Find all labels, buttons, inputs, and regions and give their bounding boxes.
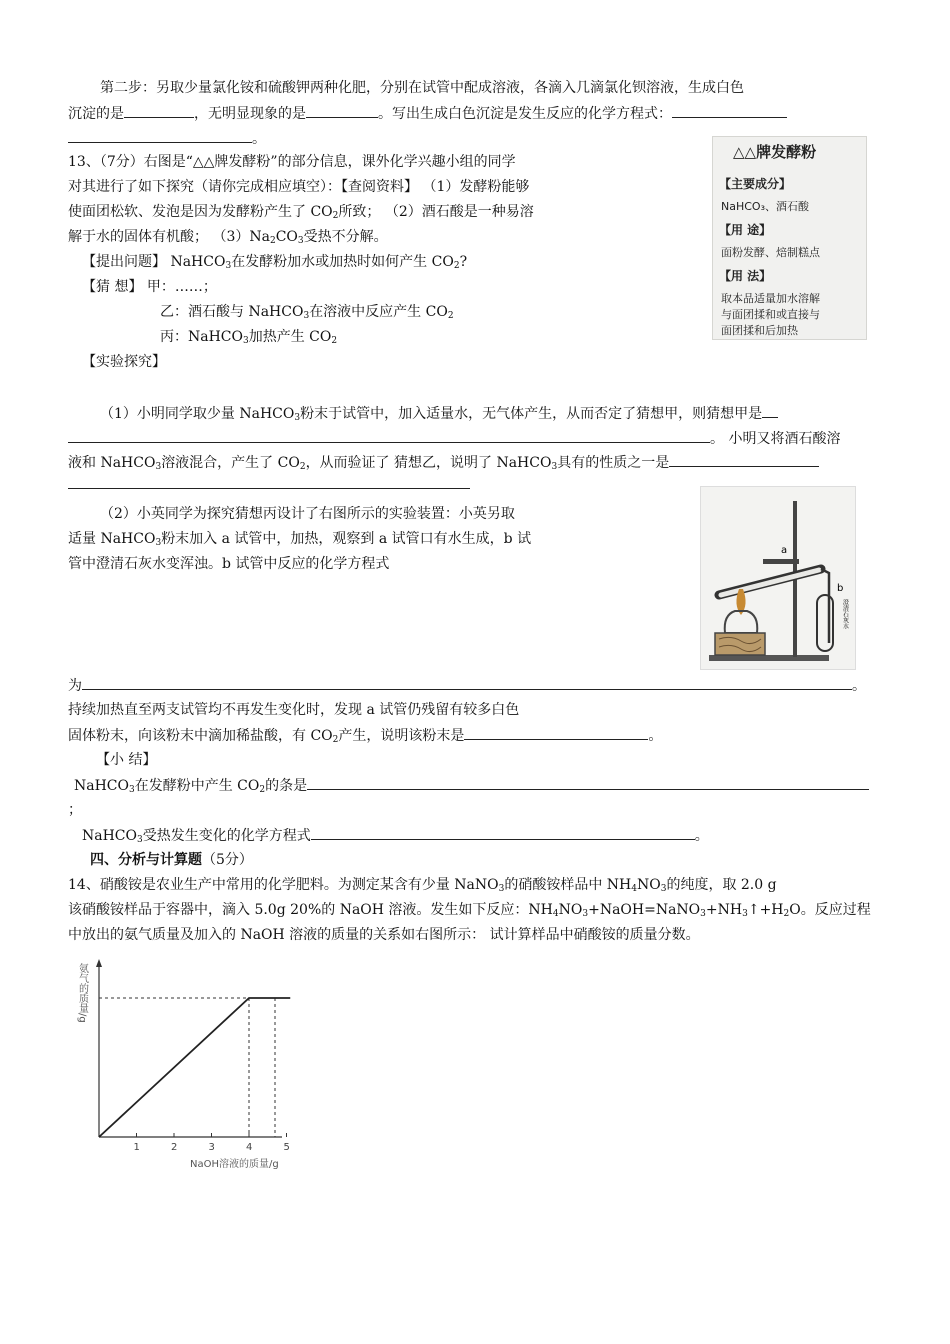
q13-summary-line1: NaHCO$_3$在发酵粉中产生 $CO_2$的条是 bbox=[74, 775, 869, 800]
series-line bbox=[99, 998, 290, 1137]
q13-exp2-line2: 适量 NaHCO$_3$粉末加入 a 试管中，加热，观察到 a 试管口有水生成，b 试 bbox=[68, 531, 532, 548]
card-method-line3: 面团揉和后加热 bbox=[721, 324, 798, 337]
answer-blank[interactable] bbox=[68, 128, 252, 143]
baking-powder-label-card bbox=[712, 136, 867, 340]
answer-blank[interactable] bbox=[124, 103, 194, 118]
card-usage: 面粉发酵、焙制糕点 bbox=[721, 246, 820, 259]
q13-exp2-line1: （2）小英同学为探究猜想丙设计了右图所示的实验装置：小英另取 bbox=[100, 506, 515, 522]
q13-exp2-line3: 管中澄清石灰水变浑浊。b 试管中反应的化学方程式 bbox=[68, 556, 390, 572]
q14-line1: 14、硝酸铵是农业生产中常用的化学肥料。为测定某含有少量 NaNO$_3$的硝酸铵样品中 $NH_4NO_3$的纯度，取 2.0 g bbox=[68, 877, 777, 894]
q13-hypothesis-yi: 乙：酒石酸与 NaHCO$_3$在溶液中反应产生 $CO_2$ bbox=[160, 304, 454, 321]
heating-apparatus-diagram bbox=[700, 486, 856, 670]
q13-exp1-line2: 。 小明又将酒石酸溶 bbox=[68, 428, 840, 449]
answer-blank[interactable] bbox=[762, 403, 778, 418]
answer-blank[interactable] bbox=[669, 452, 819, 467]
card-method-line1: 取本品适量加水溶解 bbox=[721, 292, 820, 305]
q13-question: 【提出问题】 NaHCO$_3$在发酵粉加水或加热时如何产生 $CO_2$? bbox=[82, 254, 468, 271]
step2-line1: 第二步：另取少量氯化铵和硫酸钾两种化肥，分别在试管中配成溶液，各滴入几滴氯化钡溶液，生成白色 bbox=[100, 80, 744, 96]
answer-blank[interactable] bbox=[306, 103, 378, 118]
q13-summary-heading: 【小 结】 bbox=[96, 752, 157, 768]
x-axis-label: NaOH溶液的质量/g bbox=[190, 1159, 279, 1170]
q13-exp1-line1: （1）小明同学取少量 NaHCO$_3$粉末于试管中，加入适量水，无气体产生，从而否定了猜想甲，则猜想甲是 bbox=[100, 403, 778, 428]
q14-line2: 该硝酸铵样品于容器中，滴入 5.0g 20%的 NaOH 溶液。发生如下反应：$NH_4NO_3+NaOH=NaNO_3+NH_3↑+H_2O$。反应过程 bbox=[68, 902, 871, 919]
card-ingredients: NaHCO₃、酒石酸 bbox=[721, 200, 809, 213]
x-tick-label: 5 bbox=[283, 1142, 290, 1153]
q13-exp2-equation: 为 。 bbox=[68, 675, 866, 696]
answer-blank[interactable] bbox=[307, 775, 869, 790]
answer-blank[interactable] bbox=[68, 428, 710, 443]
apparatus-label-limewater: 澄清石灰水 bbox=[841, 599, 849, 629]
x-tick-label: 2 bbox=[171, 1142, 178, 1153]
apparatus-label-b: b bbox=[837, 583, 844, 594]
q13-line2: 对其进行了如下探究（请你完成相应填空）：【查阅资料】 （1）发酵粉能够 bbox=[68, 179, 530, 195]
section4-heading: 四、分析与计算题（5分） bbox=[90, 852, 253, 868]
card-method-line2: 与面团揉和或直接与 bbox=[721, 308, 820, 321]
ammonia-mass-chart bbox=[72, 955, 338, 1170]
q13-exp1-line3: 液和 NaHCO$_3$溶液混合，产生了 $CO_2$，从而验证了 猜想乙，说明了 NaHCO$_3$具有的性质之一是 bbox=[68, 452, 819, 477]
y-axis-arrow bbox=[96, 959, 102, 967]
chart-svg bbox=[72, 955, 338, 1170]
x-tick-label: 3 bbox=[208, 1142, 215, 1153]
q13-hypothesis-bing: 丙：NaHCO$_3$加热产生 $CO_2$ bbox=[160, 329, 338, 346]
q14-line3: 中放出的氨气质量及加入的 NaOH 溶液的质量的关系如右图所示： 试计算样品中硝酸铵的质量分数。 bbox=[68, 927, 700, 943]
q13-exp2-line5: 持续加热直至两支试管均不再发生变化时，发现 a 试管仍残留有较多白色 bbox=[68, 702, 520, 718]
card-heading-usage: 【用 途】 bbox=[719, 223, 772, 237]
answer-blank[interactable] bbox=[672, 103, 787, 118]
y-axis-label: 氨气的质量/g bbox=[76, 963, 88, 1023]
answer-blank[interactable] bbox=[464, 725, 648, 740]
x-tick-label: 1 bbox=[133, 1142, 140, 1153]
answer-blank[interactable] bbox=[311, 825, 695, 840]
q13-summary-semicolon: ； bbox=[68, 802, 82, 818]
q13-experiment-heading: 【实验探究】 bbox=[82, 354, 166, 370]
apparatus-label-a: a bbox=[781, 545, 788, 556]
step2-line3: 。 bbox=[68, 128, 266, 149]
card-heading-method: 【用 法】 bbox=[719, 269, 772, 283]
q13-line4: 解于水的固体有机酸； $(3)Na_2CO_3$受热不分解。 bbox=[68, 229, 388, 246]
q13-hypothesis-jia: 【猜 想】 甲：……； bbox=[82, 279, 217, 295]
x-tick-label: 4 bbox=[246, 1142, 253, 1153]
apparatus-drawing bbox=[701, 487, 855, 669]
step2-line2: 沉淀的是 ，无明显现象的是 。写出生成白色沉淀是发生反应的化学方程式： bbox=[68, 103, 787, 124]
q13-line1: 13、（7分）右图是“△△牌发酵粉”的部分信息，课外化学兴趣小组的同学 bbox=[68, 154, 516, 170]
answer-blank[interactable] bbox=[68, 474, 470, 489]
q13-summary-line2: NaHCO$_3$受热发生变化的化学方程式 。 bbox=[82, 825, 709, 850]
q13-exp2-line6: 固体粉末，向该粉末中滴加稀盐酸，有 $CO_2$产生，说明该粉末是 。 bbox=[68, 725, 662, 750]
card-heading-ingredients: 【主要成分】 bbox=[719, 177, 792, 191]
answer-blank[interactable] bbox=[82, 675, 852, 690]
card-title: △△牌发酵粉 bbox=[733, 143, 817, 161]
q13-exp1-line4 bbox=[68, 474, 470, 495]
q13-line3: 使面团松软、发泡是因为发酵粉产生了 $CO_2$所致； （2）酒石酸是一种易溶 bbox=[68, 204, 534, 221]
